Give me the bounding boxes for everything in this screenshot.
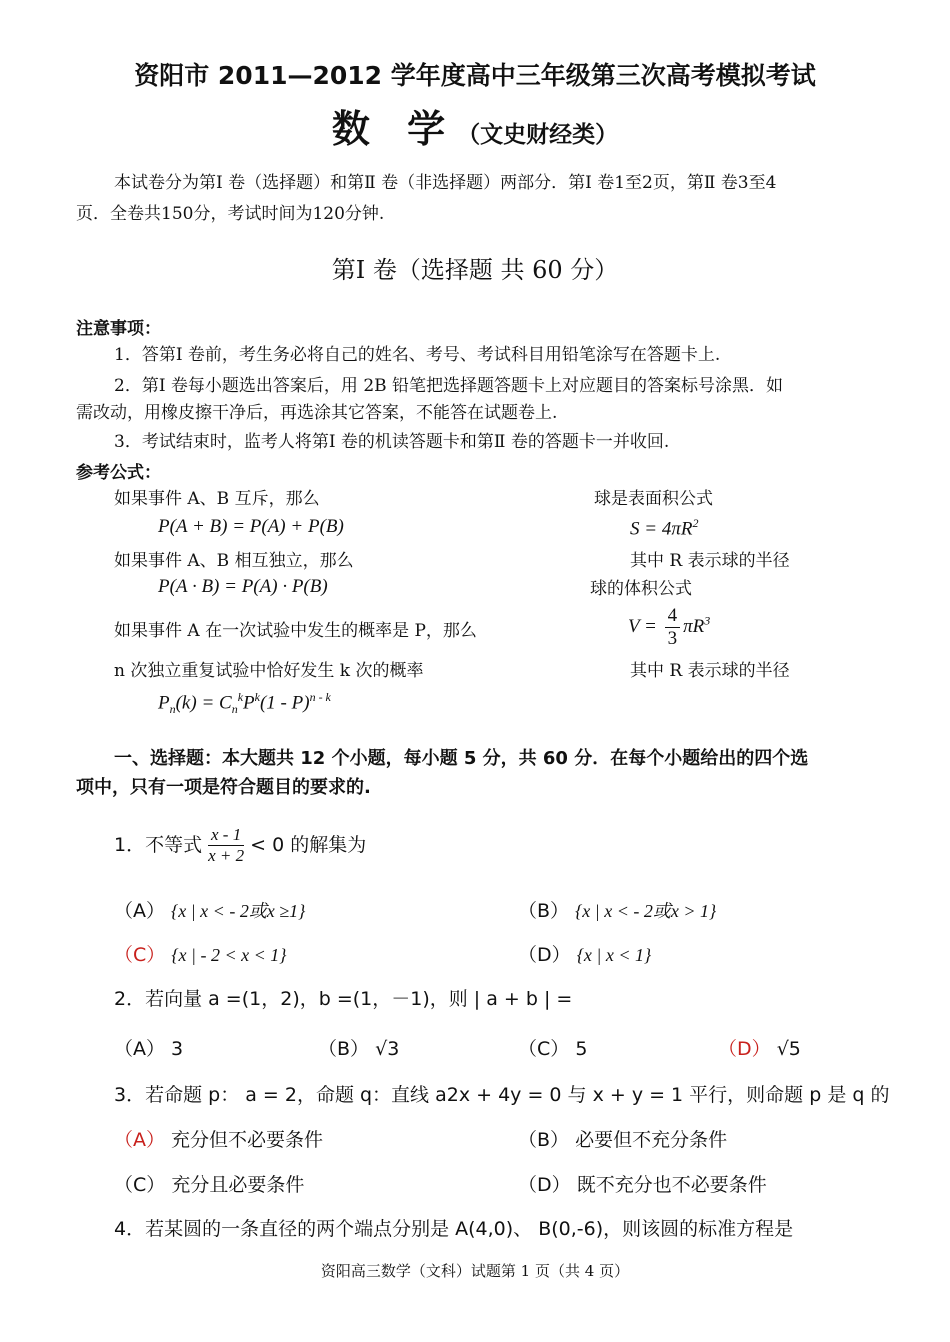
q2-option-b — [318, 1034, 399, 1061]
exam-title: 资阳市 2011—2012 学年度高中三年级第三次高考模拟考试 — [134, 61, 816, 90]
exclusive-formula-text: P(A + B) = P(A) + P(B) — [158, 516, 344, 537]
option-label: （B） — [318, 1038, 370, 1060]
subject-category: （文史财经类） — [457, 122, 619, 148]
question-3-stem: 3．若命题 p： a = 2，命题 q：直线 a2x + 4y = 0 与 x + y = 1 平行，则命题 p 是 q 的 — [114, 1084, 890, 1106]
option-text: 3 — [171, 1038, 184, 1060]
note-item-2-line-2: 需改动，用橡皮擦干净后，再选涂其它答案，不能答在试题卷上. — [76, 403, 558, 423]
note-item-3: 3．考试结束时，监考人将第Ⅰ 卷的机读答题卡和第Ⅱ 卷的答题卡一并收回. — [114, 432, 670, 452]
option-text: 既不充分也不必要条件 — [576, 1174, 767, 1196]
sphere-area-formula: $S = 4\pi R^2$ — [630, 516, 699, 540]
q1-suffix: < 0 的解集为 — [250, 833, 367, 856]
question-4-stem: 4．若某圆的一条直径的两个端点分别是 A(4,0)、 B(0,-6)，则该圆的标准方程是 — [114, 1218, 794, 1240]
q1-option-c — [114, 940, 286, 967]
intro-line-2: 页．全卷共150分，考试时间为120分钟. — [76, 204, 385, 224]
part1-heading-line-1: 一、选择题：本大题共 12 个小题，每小题 5 分，共 60 分．在每个小题给出的四个选 — [114, 748, 809, 769]
probability-text: 如果事件 A 在一次试验中发生的概率是 P，那么 — [114, 621, 477, 641]
option-label-answer: （A） — [114, 1129, 165, 1151]
formulas-heading: 参考公式： — [76, 463, 161, 483]
option-label: （A） — [114, 1038, 165, 1060]
radius-note-2: 其中 R 表示球的半径 — [630, 661, 790, 681]
section-title: 第Ⅰ 卷（选择题 共 60 分） — [331, 256, 619, 284]
note-item-1: 1．答第Ⅰ 卷前，考生务必将自己的姓名、考号、考试科目用铅笔涂写在答题卡上. — [114, 345, 721, 365]
q1-option-a — [114, 896, 305, 923]
sphere-area-label: 球是表面积公式 — [594, 489, 713, 509]
option-text: 充分但不必要条件 — [171, 1129, 324, 1151]
part1-heading-line-2: 项中，只有一项是符合题目的要求的. — [76, 777, 371, 798]
option-label: （B） — [518, 1129, 570, 1151]
option-label: （C） — [114, 1174, 166, 1196]
subject-name: 数 学 — [331, 107, 458, 151]
intro-line-1: 本试卷分为第Ⅰ 卷（选择题）和第Ⅱ 卷（非选择题）两部分．第Ⅰ 卷1至2页，第Ⅱ 卷3至4 — [114, 173, 777, 193]
option-label: （C） — [518, 1038, 570, 1060]
option-text: 必要但不充分条件 — [575, 1129, 728, 1151]
q1-option-d — [518, 940, 651, 967]
notes-heading: 注意事项： — [76, 319, 161, 339]
exclusive-events-formula — [158, 516, 344, 538]
option-text: {x | x < 1} — [576, 945, 652, 965]
option-text: {x | x < - 2或x > 1} — [575, 901, 717, 921]
question-2-stem: 2．若向量 a =(1，2)，b =(1，－1)，则 | a + b | = — [114, 988, 573, 1010]
sphere-volume-label: 球的体积公式 — [590, 579, 692, 599]
q3-option-c — [114, 1170, 304, 1197]
option-text: √3 — [375, 1038, 400, 1060]
option-label: （B） — [518, 900, 570, 922]
radius-note-1: 其中 R 表示球的半径 — [630, 551, 790, 571]
subject-title — [0, 98, 950, 153]
q2-option-c — [518, 1034, 587, 1061]
exclusive-events-text: 如果事件 A、B 互斥，那么 — [114, 489, 320, 509]
note-item-2-line-1: 2．第Ⅰ 卷每小题选出答案后，用 2B 铅笔把选择题答题卡上对应题目的答案标号涂黑．如 — [114, 376, 784, 396]
q1-prefix: 1．不等式 — [114, 833, 203, 856]
independent-events-formula: P(A · B) = P(A) · P(B) — [158, 576, 328, 597]
sphere-volume-formula: V = $\frac{4}{3}$ $\pi R^3$ — [628, 605, 711, 649]
option-text: {x | - 2 < x < 1} — [171, 945, 287, 965]
page-footer: 资阳高三数学（文科）试题第 1 页（共 4 页） — [320, 1262, 630, 1280]
option-text: √5 — [776, 1038, 801, 1060]
binomial-formula: $P_n(k) = C_n^kP^k(1 - P)^{n - k}$ — [158, 690, 331, 717]
q3-option-b — [518, 1125, 727, 1152]
option-text: 5 — [575, 1038, 588, 1060]
independent-events-text: 如果事件 A、B 相互独立，那么 — [114, 551, 354, 571]
option-label-answer: （C） — [114, 944, 166, 966]
option-label: （D） — [518, 944, 571, 966]
question-1-stem — [114, 826, 366, 865]
option-text: {x | x < - 2或x ≥1} — [171, 901, 306, 921]
option-label: （A） — [114, 900, 165, 922]
q3-option-a — [114, 1125, 323, 1152]
q1-fraction-numerator: x - 1 — [208, 826, 244, 846]
q2-option-a — [114, 1034, 183, 1061]
q3-option-d — [518, 1170, 767, 1197]
option-label-answer: （D） — [718, 1038, 771, 1060]
q2-option-d — [718, 1034, 801, 1061]
binomial-text: n 次独立重复试验中恰好发生 k 次的概率 — [114, 661, 424, 681]
q1-option-b — [518, 896, 716, 923]
option-label: （D） — [518, 1174, 571, 1196]
q1-fraction-denominator: x + 2 — [208, 845, 245, 865]
option-text: 充分且必要条件 — [171, 1174, 305, 1196]
